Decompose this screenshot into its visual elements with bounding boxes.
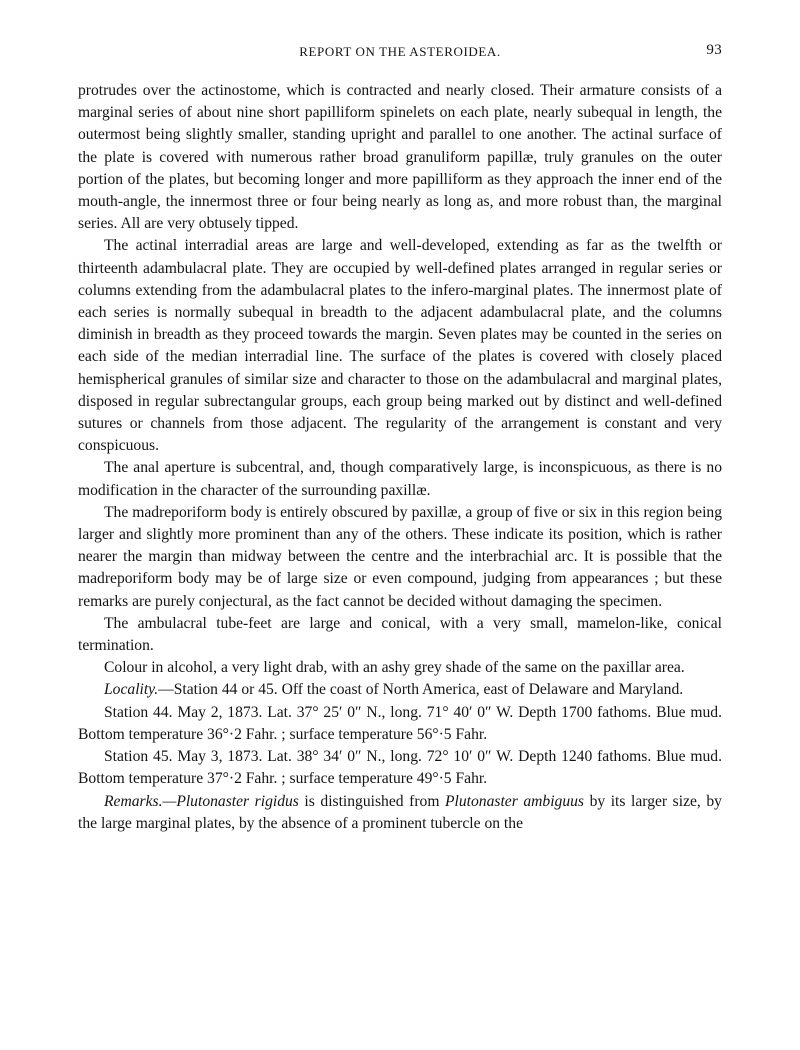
paragraph-text: by its larger size, by the large marginal plates, by the absence of a prominent tubercle on the (78, 792, 722, 832)
paragraph-text: —Station 44 or 45. Off the coast of North America, east of Delaware and Maryland. (158, 681, 684, 699)
paragraph-armature (78, 80, 722, 235)
paragraph-madreporiform-body (78, 502, 722, 613)
paragraph-locality (78, 679, 722, 701)
locality-label: Locality. (104, 681, 159, 699)
paragraph-text: protrudes over the actinostome, which is contracted and nearly closed. Their armature consists of a marginal series of about nine short papilliform spinelets on each plate, nearly subequal in length, the outermost being slightly smaller, standing upright and parallel to one another. The actinal surface of the plate is covered with numerous rather broad granuliform papillæ, truly granules on the outer portion of the plates, but becoming longer and more papilliform as they approach the inner end of the mouth-angle, the innermost three or four being nearly as long as, and more robust than, the marginal series. All are very obtusely tipped. (78, 82, 722, 233)
body-text (78, 80, 722, 835)
paragraph-text: Station 44. May 2, 1873. Lat. 37° 25′ 0″ N., long. 71° 40′ 0″ W. Depth 1700 fathoms. Blue mud. Bottom temperature 36°·2 Fahr. ; surface temperature 56°·5 Fahr. (78, 703, 722, 743)
paragraph-text: The madreporiform body is entirely obscured by paxillæ, a group of five or six in this region being larger and slightly more prominent than any of the others. These indicate its position, which is rather nearer the margin than midway between the centre and the interbrachial arc. It is possible that the madreporiform body may be of large size or even compound, judging from appearances ; but these remarks are purely conjectural, as the fact cannot be decided without damaging the specimen. (78, 503, 722, 610)
paragraph-text: is distinguished from (298, 792, 446, 810)
paragraph-text: Colour in alcohol, a very light drab, with an ashy grey shade of the same on the paxillar area. (104, 659, 685, 677)
page-number: 93 (706, 42, 722, 58)
species-name: Plutonaster rigidus (176, 792, 299, 810)
paragraph-text: The ambulacral tube-feet are large and conical, with a very small, mamelon-like, conical termination. (78, 614, 722, 655)
remarks-label: Remarks.— (104, 792, 177, 810)
paragraph-station-45 (78, 746, 722, 790)
paragraph-colour (78, 657, 722, 679)
paragraph-station-44 (78, 702, 722, 746)
running-head (78, 44, 722, 66)
paragraph-tube-feet (78, 613, 722, 657)
paragraph-remarks (78, 791, 722, 835)
paragraph-interradial-areas (78, 235, 722, 457)
species-name: Plutonaster ambiguus (445, 792, 584, 810)
paragraph-text: The actinal interradial areas are large and well-developed, extending as far as the twelfth or thirteenth adambulacral plate. They are occupied by well-defined plates arranged in regular series or columns extending from the adambulacral plates to the infero-marginal plates. The innermost plate of each series is normally subequal in breadth to the adjacent adambulacral plate, and the columns diminish in breadth as they proceed towards the margin. Seven plates may be counted in the series on each side of the median interradial line. The surface of the plates is covered with closely placed hemispherical granules of similar size and character to those on the adambulacral and marginal plates, disposed in regular subrectangular groups, each group being marked out by distinct and well-defined sutures or channels from those adjacent. The regularity of the arrangement is constant and very conspicuous. (78, 237, 722, 455)
paragraph-text: The anal aperture is subcentral, and, though comparatively large, is inconspicuous, as there is no modification in the character of the surrounding paxillæ. (78, 459, 722, 499)
paragraph-anal-aperture (78, 457, 722, 501)
running-title: REPORT ON THE ASTEROIDEA. (299, 44, 501, 59)
paragraph-text: Station 45. May 3, 1873. Lat. 38° 34′ 0″ N., long. 72° 10′ 0″ W. Depth 1240 fathoms. Blue mud. Bottom temperature 37°·2 Fahr. ; surface temperature 49°·5 Fahr. (78, 748, 722, 788)
